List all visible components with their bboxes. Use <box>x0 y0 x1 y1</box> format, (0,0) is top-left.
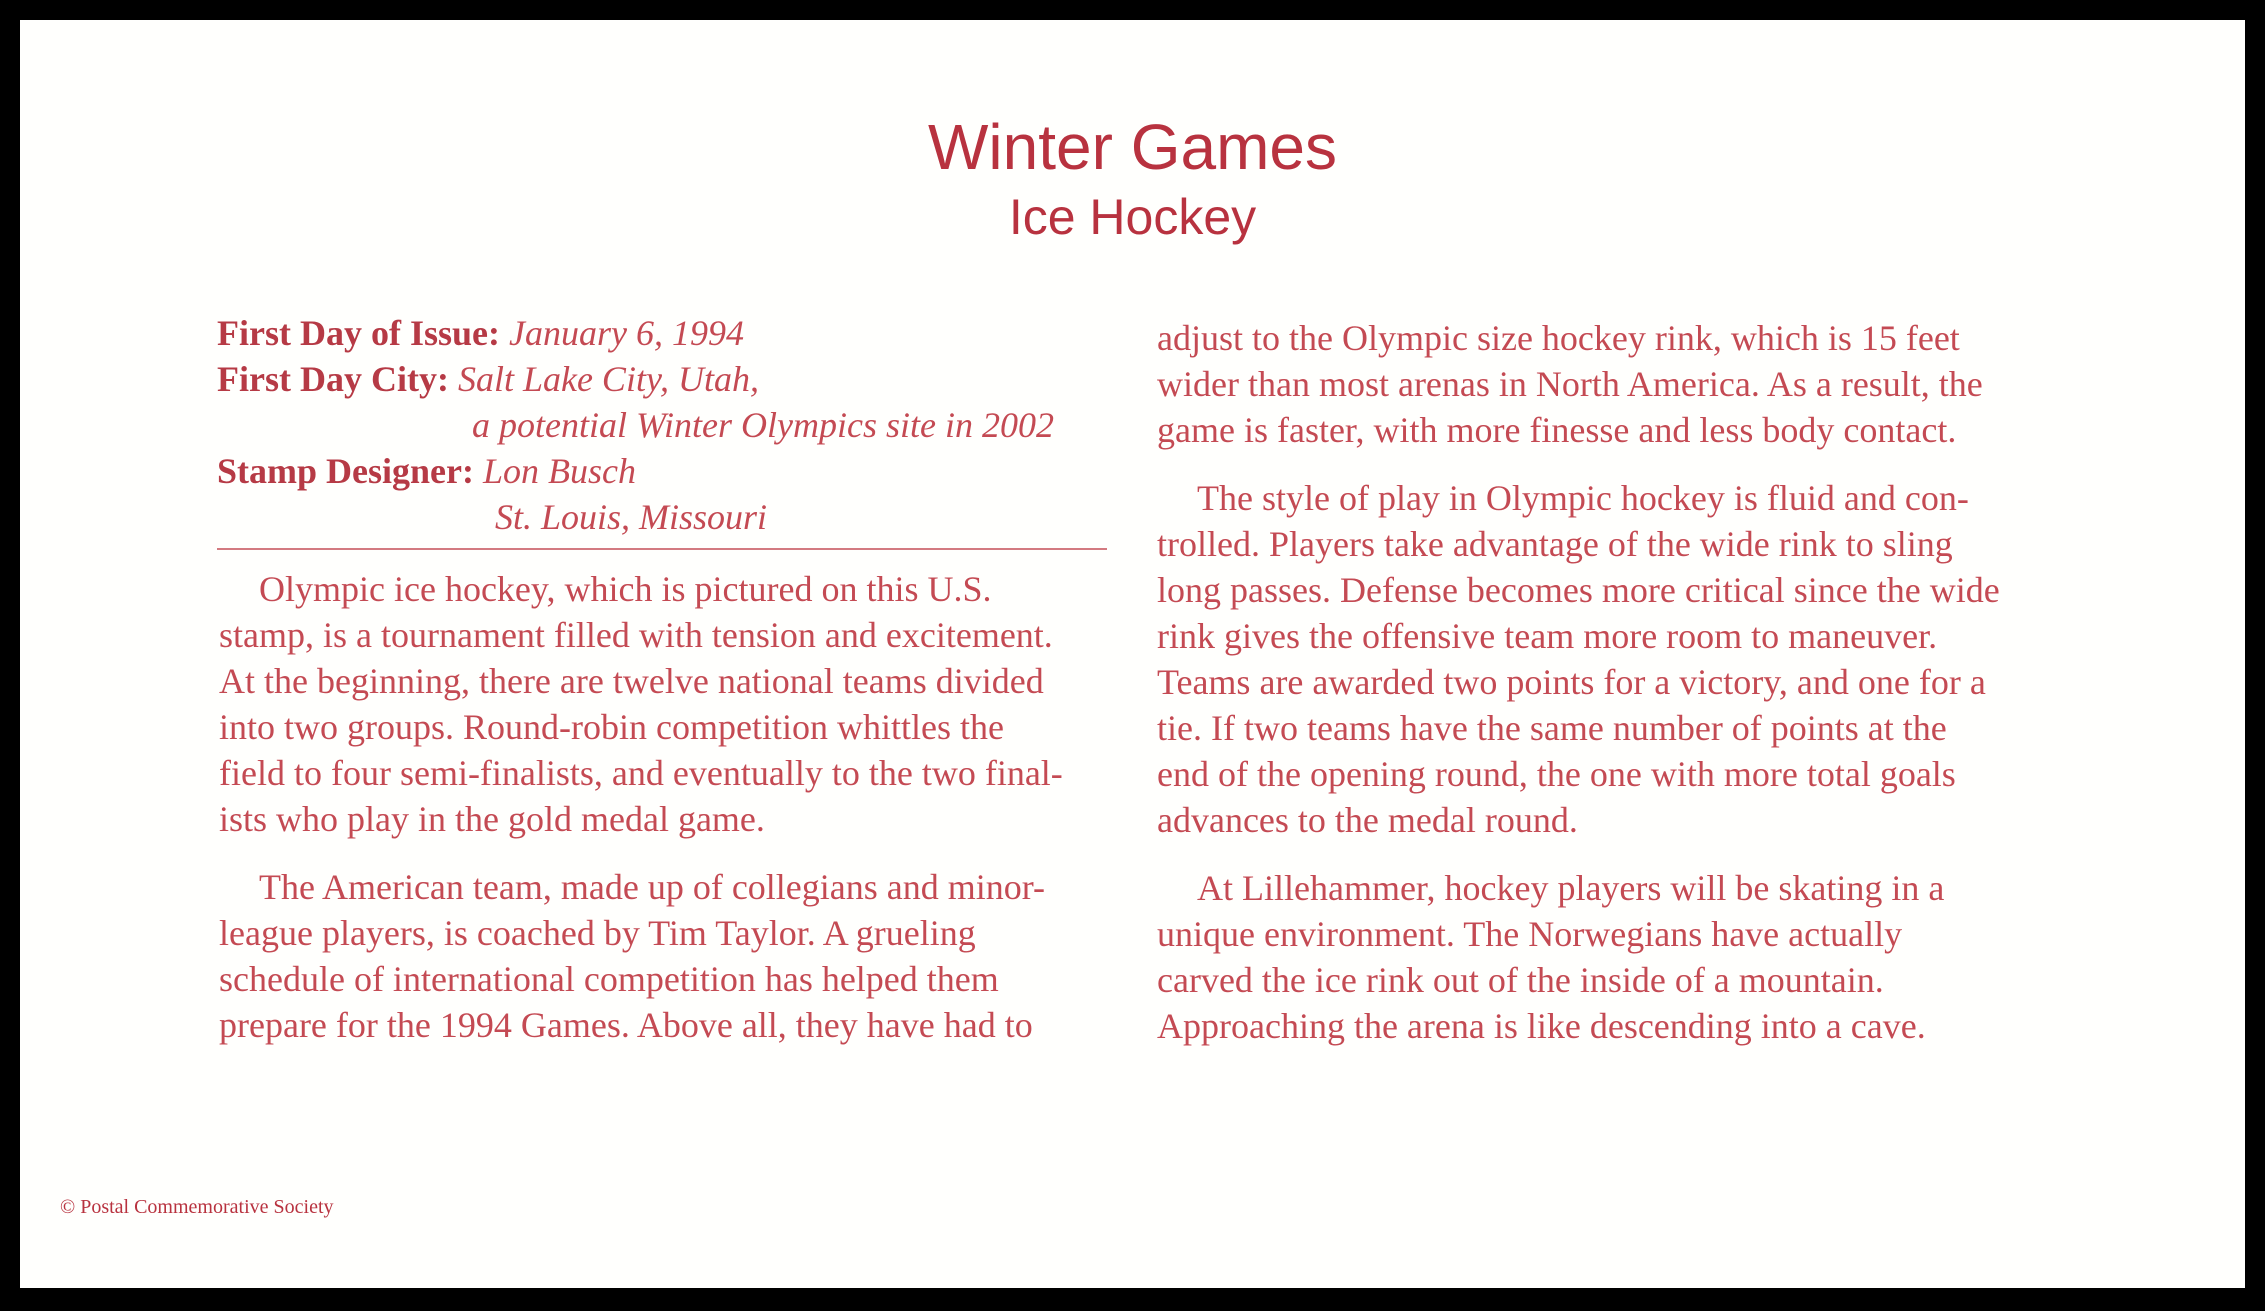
page-title: Winter Games <box>928 111 1337 183</box>
text-line: end of the opening round, the one with more total goals <box>1157 754 1956 794</box>
text-line: league players, is coached by Tim Taylor. A grueling <box>219 913 976 953</box>
left-column <box>219 566 1063 1070</box>
text-line: into two groups. Round-robin competition whittles the <box>219 707 1004 747</box>
text-line: Olympic ice hockey, which is pictured on this U.S. <box>259 569 992 609</box>
designer-label: Stamp Designer: <box>217 451 474 491</box>
left-paragraph-2 <box>219 864 1063 1048</box>
text-line: schedule of international competition has helped them <box>219 959 999 999</box>
text-line: advances to the medal round. <box>1157 800 1578 840</box>
right-paragraph-2 <box>1157 475 2000 843</box>
right-paragraph-3 <box>1157 865 2000 1049</box>
text-line: Approaching the arena is like descending into a cave. <box>1157 1006 1926 1046</box>
designer-row <box>217 448 1117 494</box>
text-line: trolled. Players take advantage of the wide rink to sling <box>1157 524 1953 564</box>
text-line: long passes. Defense becomes more critical since the wide <box>1157 570 2000 610</box>
text-line: At the beginning, there are twelve national teams divided <box>219 661 1044 701</box>
page-subtitle: Ice Hockey <box>1008 189 1257 245</box>
text-line: At Lillehammer, hockey players will be skating in a <box>1197 868 1945 908</box>
text-line: The style of play in Olympic hockey is fluid and con- <box>1197 478 1969 518</box>
insert-card <box>20 20 2245 1288</box>
city-note: a potential Winter Olympics site in 2002 <box>472 405 1054 445</box>
city-note-row <box>217 402 1117 448</box>
text-line: game is faster, with more finesse and less body contact. <box>1157 410 1957 450</box>
city-label: First Day City: <box>217 359 449 399</box>
issue-info <box>217 310 1117 540</box>
text-line: The American team, made up of collegians and minor- <box>259 867 1046 907</box>
divider-rule <box>217 548 1107 550</box>
first-day-city-row <box>217 356 1117 402</box>
text-line: carved the ice rink out of the inside of a mountain. <box>1157 960 1884 1000</box>
right-paragraph-1 <box>1157 315 2000 453</box>
designer-name: Lon Busch <box>482 451 636 491</box>
first-day-label: First Day of Issue: <box>217 313 500 353</box>
designer-location: St. Louis, Missouri <box>495 497 768 537</box>
first-day-row <box>217 310 1117 356</box>
left-paragraph-1 <box>219 566 1063 842</box>
right-column <box>1157 315 2000 1071</box>
text-line: field to four semi-finalists, and eventually to the two final- <box>219 753 1063 793</box>
city-value: Salt Lake City, Utah, <box>457 359 759 399</box>
copyright-notice: © Postal Commemorative Society <box>60 1196 334 1218</box>
first-day-value: January 6, 1994 <box>508 313 744 353</box>
designer-location-row <box>217 494 1117 540</box>
text-line: ists who play in the gold medal game. <box>219 799 765 839</box>
text-line: stamp, is a tournament filled with tension and excitement. <box>219 615 1053 655</box>
text-line: Teams are awarded two points for a victory, and one for a <box>1157 662 1986 702</box>
text-line: tie. If two teams have the same number of points at the <box>1157 708 1947 748</box>
text-line: adjust to the Olympic size hockey rink, which is 15 feet <box>1157 318 1960 358</box>
text-line: prepare for the 1994 Games. Above all, they have had to <box>219 1005 1033 1045</box>
text-line: rink gives the offensive team more room to maneuver. <box>1157 616 1938 656</box>
text-line: wider than most arenas in North America. As a result, the <box>1157 364 1983 404</box>
text-line: unique environment. The Norwegians have actually <box>1157 914 1903 954</box>
